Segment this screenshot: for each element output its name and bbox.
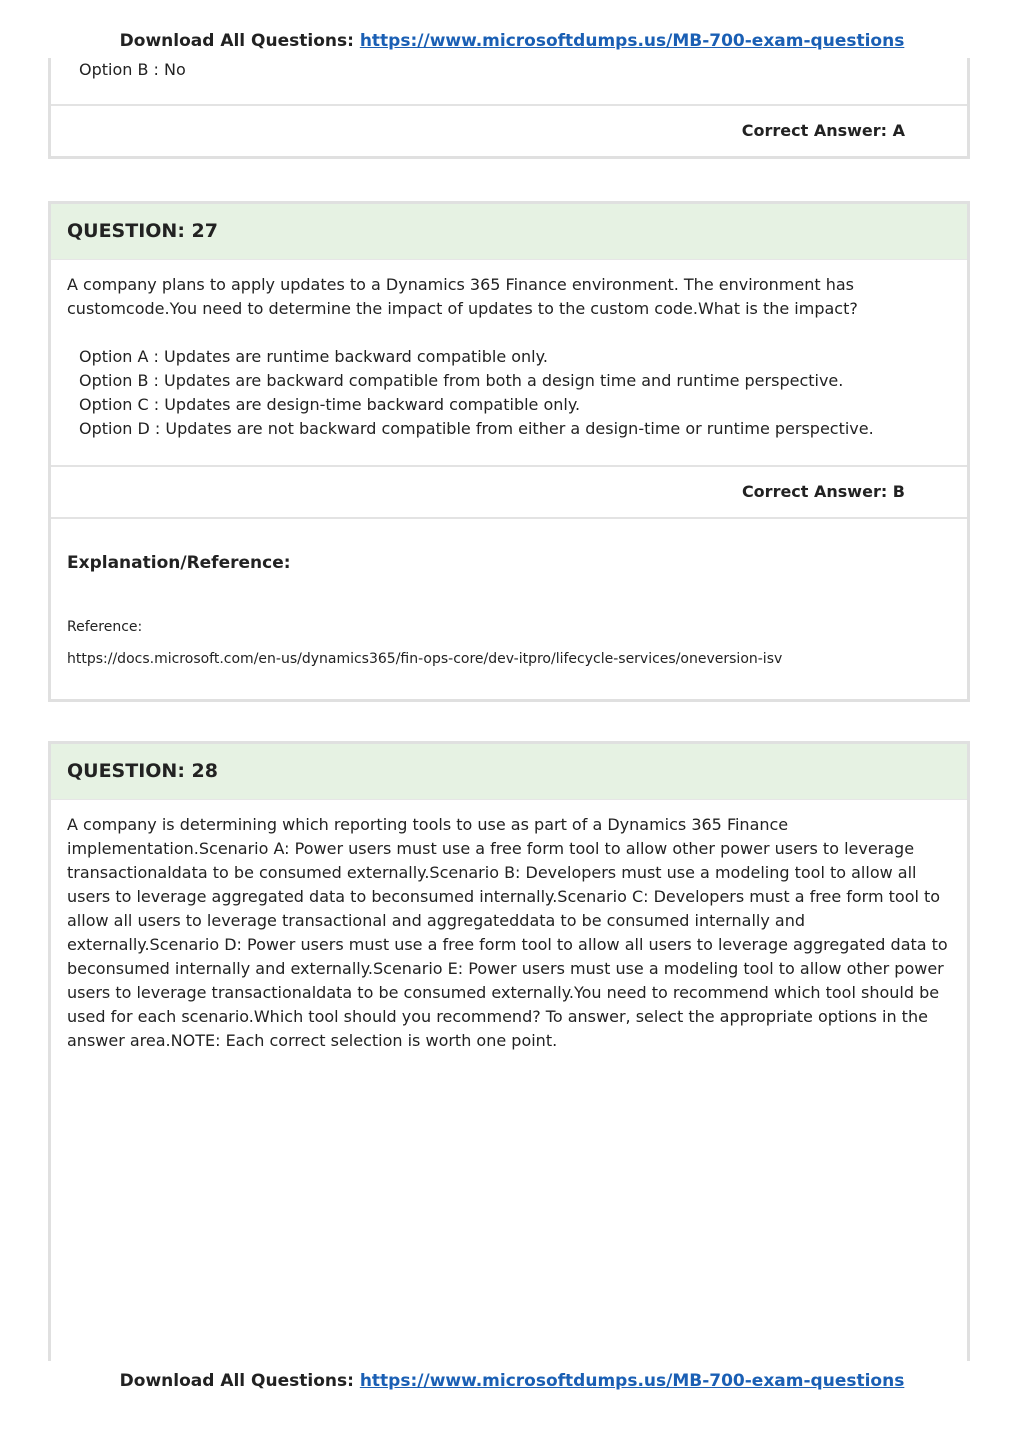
reference-label: Reference:: [67, 619, 143, 635]
option-a: Option A : Updates are runtime backward compatible only.: [79, 347, 548, 366]
option-d: Option D : Updates are not backward compatible from either a design-time or runtime perspective.: [79, 419, 874, 438]
option-c: Option C : Updates are design-time backward compatible only.: [79, 395, 581, 414]
question-text: A company plans to apply updates to a Dynamics 365 Finance environment. The environment has customcode.You need to determine the impact of updates to the custom code.What is the impact?: [67, 275, 858, 318]
question-27-card: [48, 201, 970, 702]
correct-answer: Correct Answer: A: [741, 121, 905, 140]
reference-url: https://docs.microsoft.com/en-us/dynamics365/fin-ops-core/dev-itpro/lifecycle-services/oneversion-isv: [67, 651, 783, 667]
option-b: Option B : Updates are backward compatible from both a design time and runtime perspective.: [79, 371, 844, 390]
question-title: QUESTION: 28: [51, 744, 967, 800]
download-label: Download All Questions:: [119, 31, 354, 51]
download-header: [0, 31, 1024, 51]
option-b: Option B : No: [79, 60, 186, 79]
options-list: [51, 321, 967, 441]
question-title: QUESTION: 27: [51, 204, 967, 260]
question-26-card: [48, 58, 970, 159]
question-28-card: [48, 741, 970, 1361]
question-text: A company is determining which reporting tools to use as part of a Dynamics 365 Finance implementation.Scenario A: Power users must use a free form tool to allow other power users to leverage transactionaldata to be consumed externally.Scenario B: Developers must use a modeling tool to allow all users to leverage aggregated data to beconsumed internally.Scenario C: Developers must a free form tool to allow all users to leverage transactional and aggregateddata to be consumed internally and externally.Scenario D: Power users must use a free form tool to allow all users to leverage aggregated data to beconsumed internally and externally.Scenario E: Power users must use a modeling tool to allow other power users to leverage transactionaldata to be consumed externally.You need to recommend which tool should be used for each scenario.Which tool should you recommend? To answer, select the appropriate options in the answer area.NOTE: Each correct selection is worth one point.: [67, 815, 948, 1050]
download-link[interactable]: https://www.microsoftdumps.us/MB-700-exam-questions: [359, 31, 905, 51]
explanation-title: Explanation/Reference:: [67, 553, 291, 573]
download-footer: [0, 1371, 1024, 1391]
download-link[interactable]: https://www.microsoftdumps.us/MB-700-exam-questions: [359, 1371, 905, 1391]
download-label: Download All Questions:: [119, 1371, 354, 1391]
correct-answer: Correct Answer: B: [741, 482, 905, 501]
